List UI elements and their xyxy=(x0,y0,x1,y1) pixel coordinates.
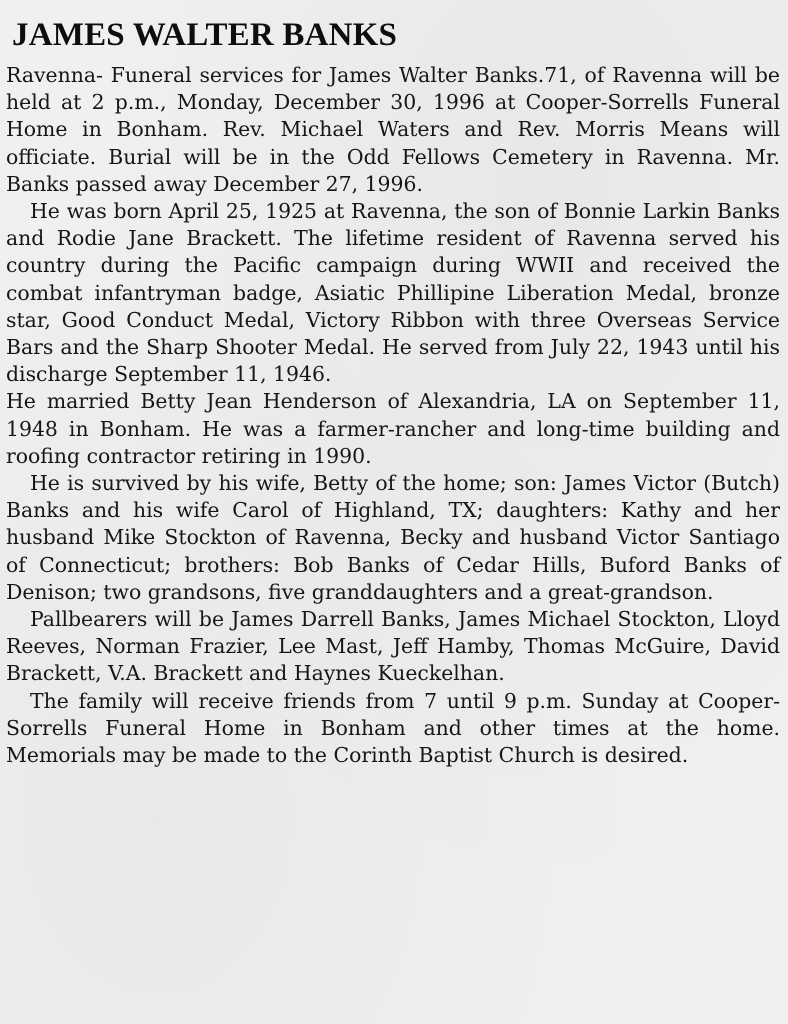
paragraph-survivors: He is survived by his wife, Betty of the home; son: James Victor (Butch) Banks and his wife Carol of Highland, TX; daughters: Kathy and her husband Mike Stockton of Ravenna, Becky and husband Victor Santiago of Connecticut; brothers: Bob Banks of Cedar Hills, Buford Banks of Denison; two grandsons, five granddaughters and a great-grandson. xyxy=(6,471,780,604)
paragraph-biography: He was born April 25, 1925 at Ravenna, the son of Bonnie Larkin Banks and Rodie Jane Brackett. The lifetime resident of Ravenna served his country during the Pacific campaign during WWII and received the combat infantryman badge, Asiatic Phillipine Liberation Medal, bronze star, Good Conduct Medal, Victory Ribbon with three Overseas Service Bars and the Sharp Shooter Medal. He served from July 22, 1943 until his discharge September 11, 1946. xyxy=(6,199,780,387)
paragraph-visitation: The family will receive friends from 7 until 9 p.m. Sunday at Cooper-Sorrells Funeral Home in Bonham and other times at the home. Memorials may be made to the Corinth Baptist Church is desired. xyxy=(6,688,780,768)
obituary-headline: JAMES WALTER BANKS xyxy=(12,17,398,53)
paragraph-marriage: He married Betty Jean Henderson of Alexandria, LA on September 11, 1948 in Bonham. He was a farmer-rancher and long-time building and roofing contractor retiring in 1990. xyxy=(6,389,780,468)
paragraph-pallbearers: Pallbearers will be James Darrell Banks, James Michael Stockton, Lloyd Reeves, Norman Frazier, Lee Mast, Jeff Hamby, Thomas McGuire, David Brackett, V.A. Brackett and Haynes Kueckelhan. xyxy=(6,607,780,686)
paragraph-funeral-services: Ravenna- Funeral services for James Walter Banks.71, of Ravenna will be held at 2 p.m., Monday, December 30, 1996 at Cooper-Sorrells Funeral Home in Bonham. Rev. Michael Waters and Rev. Morris Means will officiate. Burial will be in the Odd Fellows Cemetery in Ravenna. Mr. Banks passed away December 27, 1996. xyxy=(6,63,780,196)
